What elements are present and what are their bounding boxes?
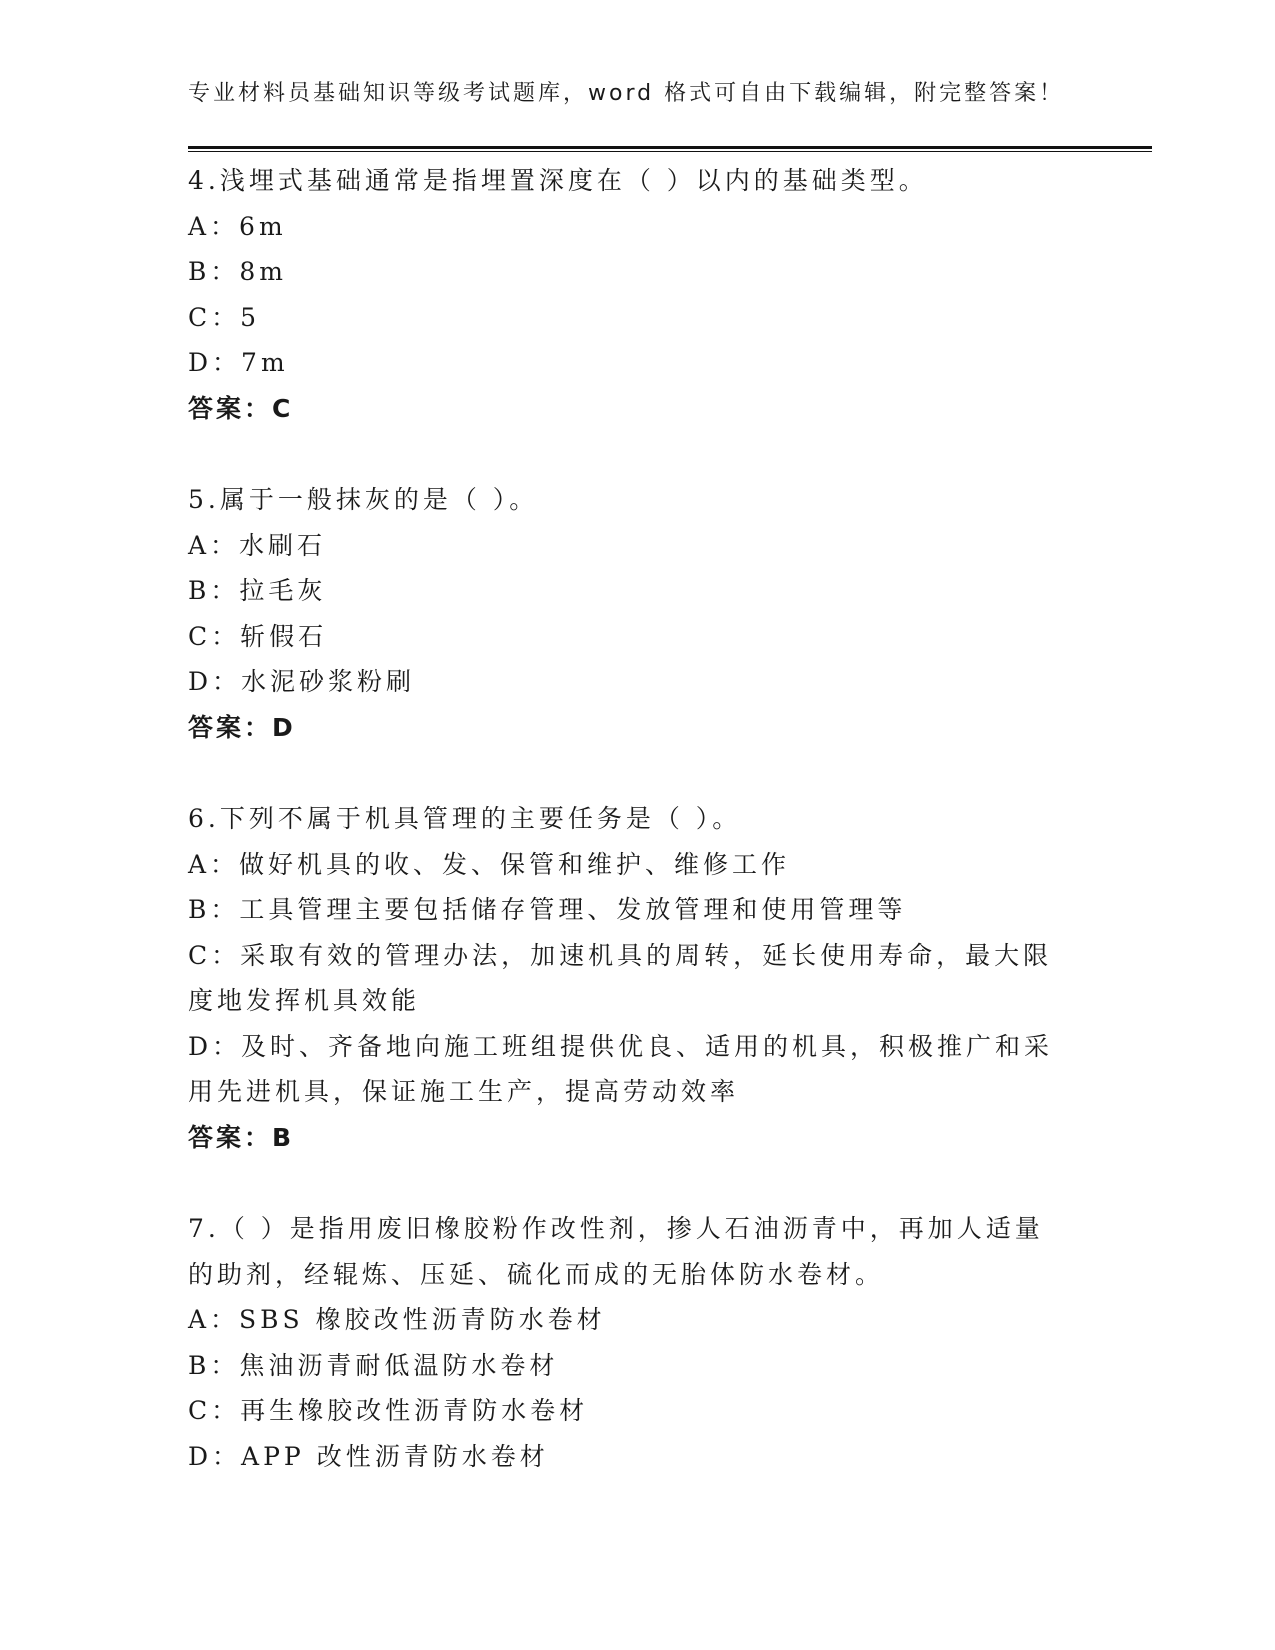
question-6 [188, 796, 1088, 1160]
question-stem: 4.浅埋式基础通常是指埋置深度在（ ）以内的基础类型。 [188, 166, 928, 195]
question-stem: 5.属于一般抹灰的是（ ）。 [188, 485, 539, 514]
option-a: A：做好机具的收、发、保管和维护、维修工作 [188, 849, 791, 879]
option-b: B：8m [188, 257, 287, 286]
header-divider-thick [188, 146, 1152, 149]
page-header: 专业材料员基础知识等级考试题库，word 格式可自由下载编辑，附完整答案！ [188, 81, 1065, 106]
answer: 答案：D [188, 712, 296, 742]
question-stem: 6.下列不属于机具管理的主要任务是（ ）。 [188, 804, 742, 833]
option-b: B：焦油沥青耐低温防水卷材 [188, 1350, 559, 1380]
option-c: C：5 [188, 302, 261, 332]
option-d: D：APP 改性沥青防水卷材 [188, 1441, 549, 1471]
option-d: D：7m [188, 348, 289, 377]
answer: 答案：C [188, 393, 294, 423]
header-divider-thin [188, 151, 1152, 152]
option-a: A：水刷石 [188, 530, 327, 560]
question-4 [188, 158, 1088, 431]
option-a: A：6m [188, 211, 287, 241]
answer: 答案：B [188, 1122, 295, 1152]
option-a: A：SBS 橡胶改性沥青防水卷材 [188, 1305, 606, 1334]
option-c: C：采取有效的管理办法，加速机具的周转，延长使用寿命，最大限度地发挥机具效能 [188, 940, 1053, 1015]
question-7 [188, 1206, 1088, 1479]
option-c: C：再生橡胶改性沥青防水卷材 [188, 1396, 589, 1425]
question-list [188, 158, 1088, 1479]
option-c: C：斩假石 [188, 621, 328, 651]
option-b: B：拉毛灰 [188, 576, 327, 605]
question-stem: 7.（ ）是指用废旧橡胶粉作改性剂，掺人石油沥青中，再加人适量的助剂，经辊炼、压延、硫化而成的无胎体防水卷材。 [188, 1214, 1044, 1289]
option-d: D：及时、齐备地向施工班组提供优良、适用的机具，积极推广和采用先进机具，保证施工生产，提高劳动效率 [188, 1031, 1054, 1106]
option-d: D：水泥砂浆粉刷 [188, 667, 416, 696]
option-b: B：工具管理主要包括储存管理、发放管理和使用管理等 [188, 895, 907, 924]
question-5 [188, 477, 1088, 750]
